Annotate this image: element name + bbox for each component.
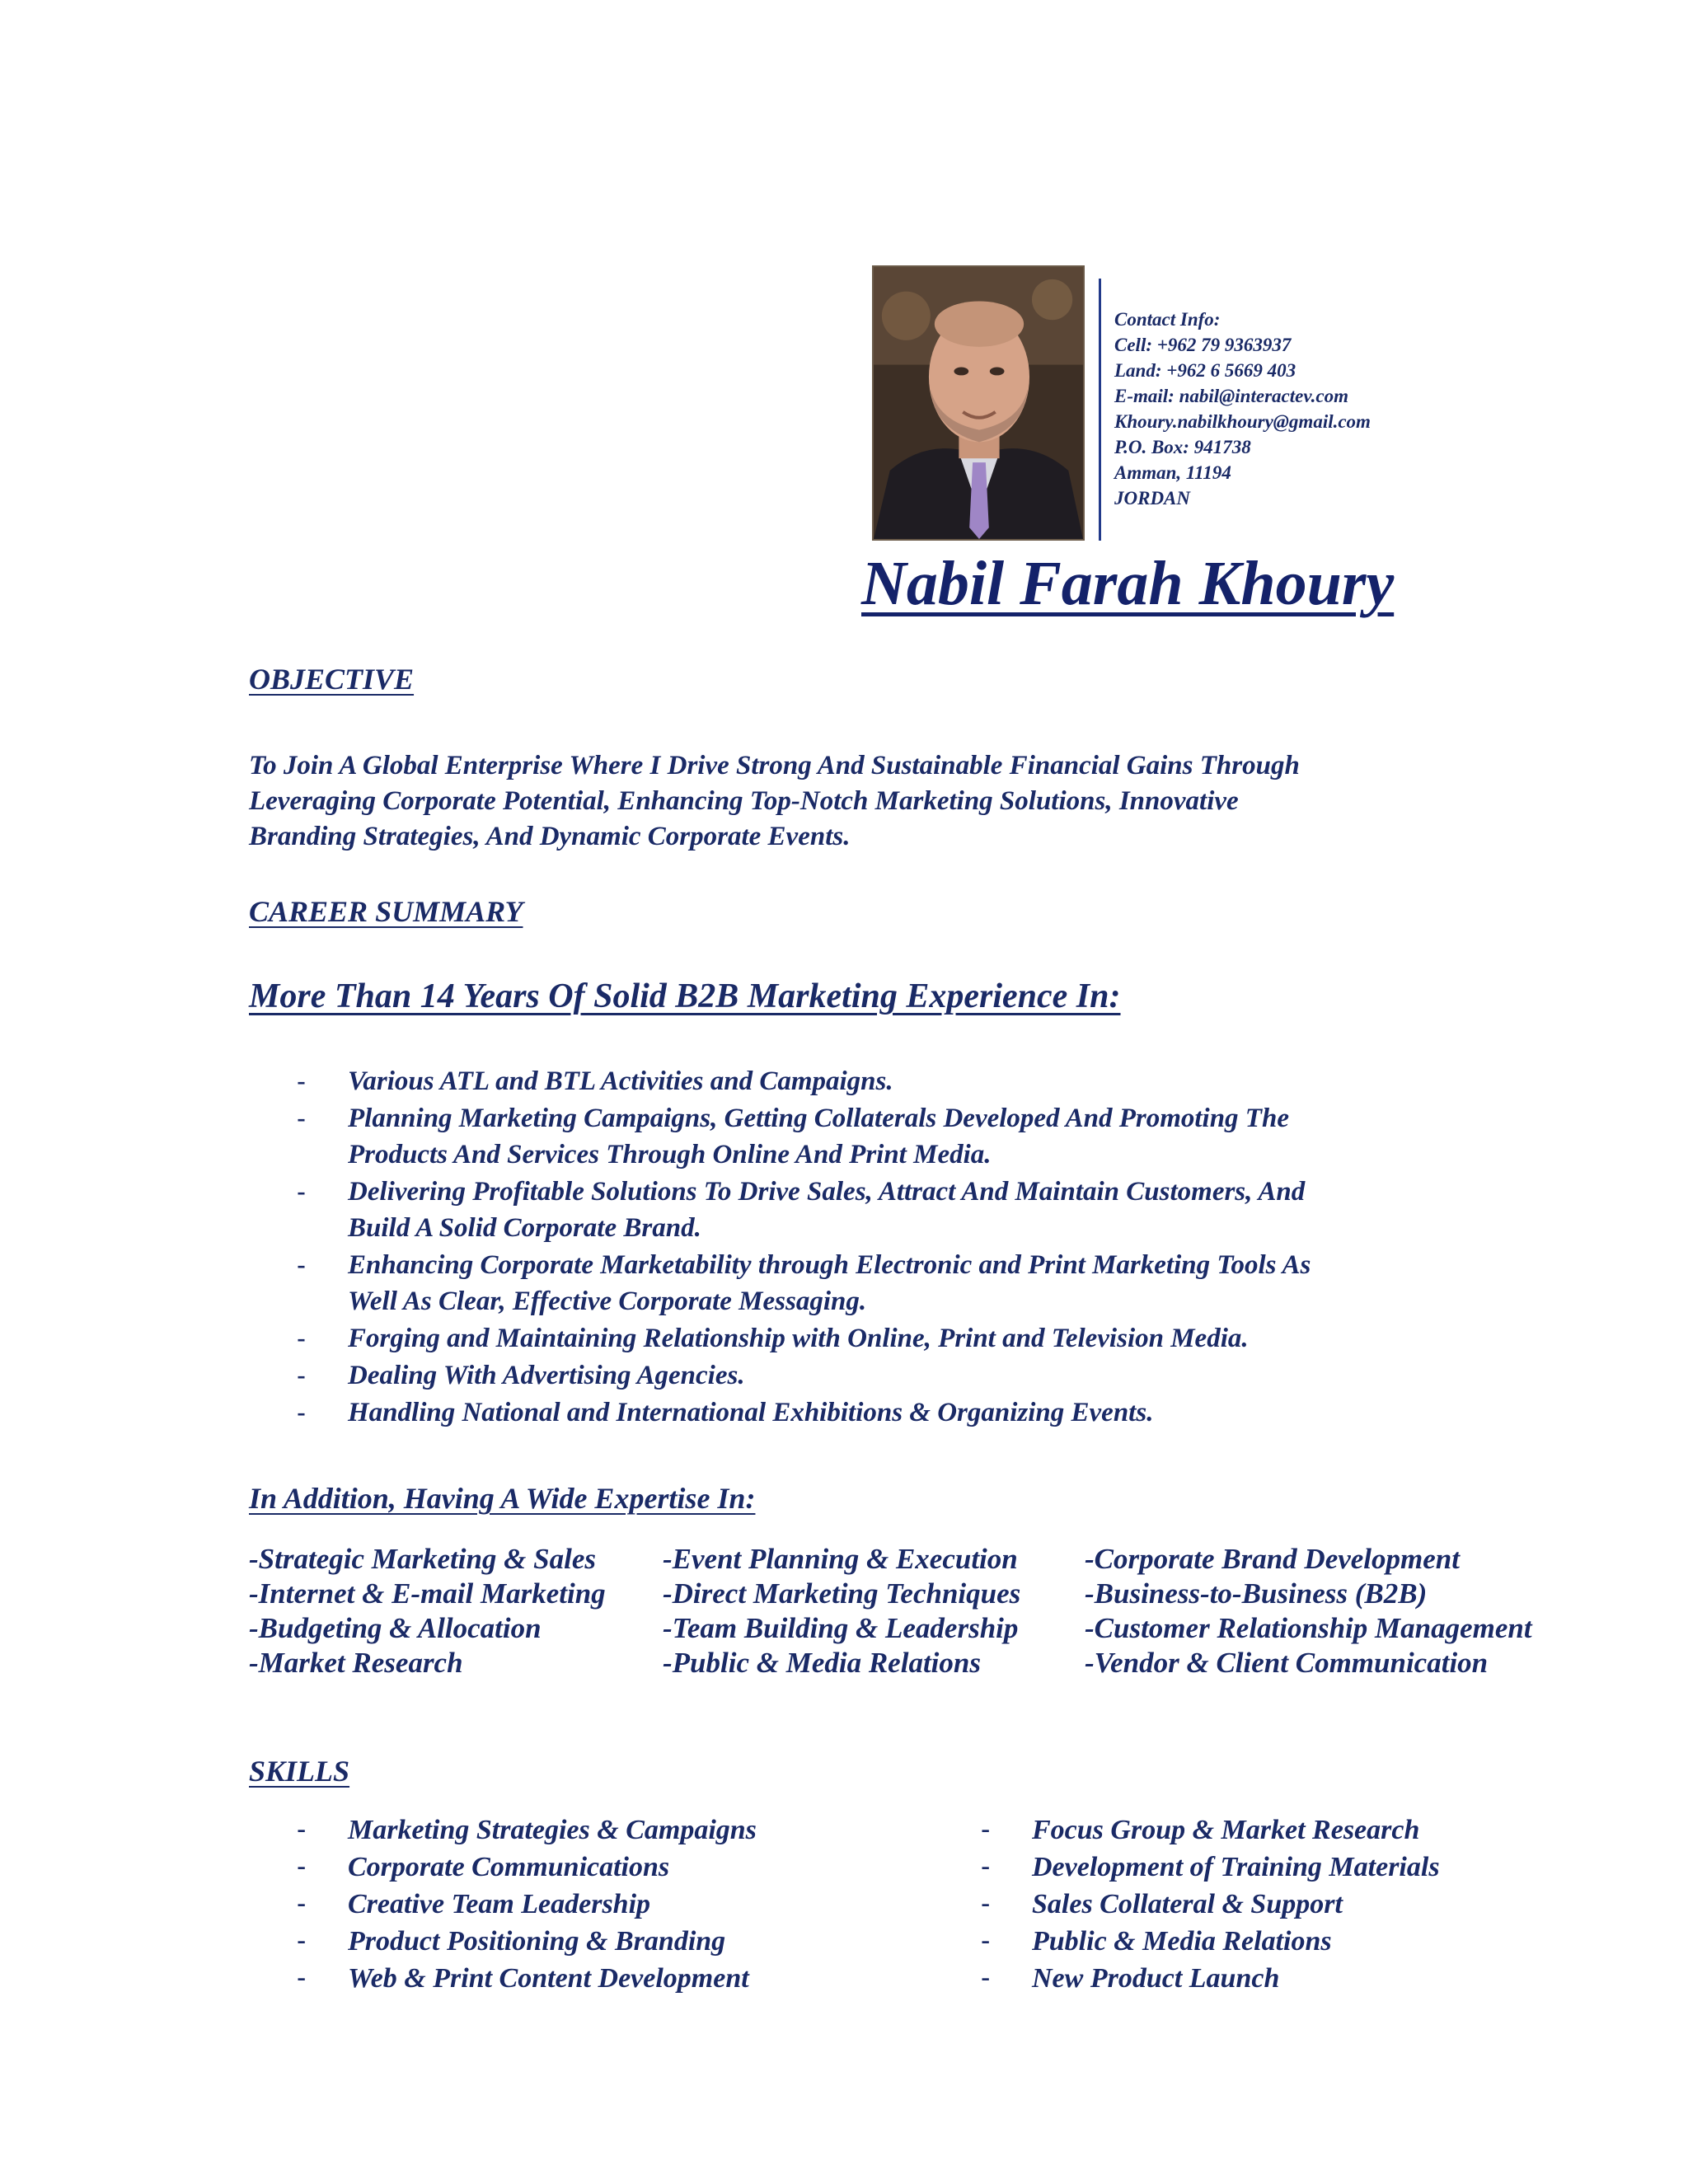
objective-line: To Join A Global Enterprise Where I Drive Strong And Sustainable Financial Gains Through — [249, 751, 1300, 780]
expertise-item: -Team Building & Leadership — [663, 1612, 1019, 1644]
expertise-item: -Customer Relationship Management — [1085, 1612, 1532, 1644]
skill-text: Corporate Communications — [348, 1852, 670, 1882]
full-name: Nabil Farah Khoury — [861, 549, 1395, 618]
expertise-item: -Public & Media Relations — [663, 1647, 981, 1679]
contact-land: Land: +962 6 5669 403 — [1114, 360, 1296, 381]
expertise-item: -Budgeting & Allocation — [249, 1612, 542, 1644]
list-item — [981, 1886, 1440, 1923]
list-item — [297, 1923, 757, 1960]
bullet-text: Dealing With Advertising Agencies. — [348, 1361, 745, 1390]
contact-heading: Contact Info: — [1114, 309, 1221, 330]
bullet-text: Various ATL and BTL Activities and Campaigns. — [348, 1066, 893, 1096]
contact-cell: Cell: +962 79 9363937 — [1114, 335, 1292, 355]
expertise-item: -Corporate Brand Development — [1085, 1543, 1460, 1575]
contact-email-alt: Khoury.nabilkhoury@gmail.com — [1114, 411, 1371, 432]
expertise-heading: In Addition, Having A Wide Expertise In: — [249, 1482, 756, 1515]
skill-text: Sales Collateral & Support — [1032, 1889, 1343, 1919]
expertise-item: -Event Planning & Execution — [663, 1543, 1018, 1575]
expertise-item: -Market Research — [249, 1647, 463, 1679]
skill-text: Web & Print Content Development — [348, 1963, 749, 1994]
dash-marker: - — [297, 1814, 307, 1845]
skill-text: Product Positioning & Branding — [348, 1926, 726, 1957]
list-item — [981, 1960, 1440, 1997]
contact-divider — [1099, 279, 1101, 541]
list-item — [297, 1247, 1484, 1319]
contact-po-box: P.O. Box: 941738 — [1114, 437, 1251, 457]
bullet-text: Handling National and International Exhibitions & Organizing Events. — [348, 1398, 1154, 1427]
dash-marker: - — [981, 1962, 991, 1994]
expertise-item: -Strategic Marketing & Sales — [249, 1543, 596, 1575]
list-item — [297, 1357, 1484, 1394]
list-item — [297, 1886, 757, 1923]
expertise-grid — [249, 1542, 1579, 1680]
contact-country: JORDAN — [1114, 488, 1191, 509]
list-item — [297, 1100, 1484, 1173]
dash-marker: - — [297, 1397, 306, 1427]
objective-line: Branding Strategies, And Dynamic Corporate Events. — [249, 822, 851, 851]
dash-marker: - — [297, 1176, 306, 1207]
skills-left-column — [297, 1811, 757, 1997]
career-bullets — [297, 1063, 1484, 1432]
career-summary-heading: CAREER SUMMARY — [249, 895, 523, 928]
expertise-item: -Vendor & Client Communication — [1085, 1647, 1489, 1679]
list-item — [981, 1923, 1440, 1960]
skill-text: New Product Launch — [1032, 1963, 1280, 1994]
dash-marker: - — [981, 1814, 991, 1845]
list-item — [297, 1320, 1484, 1357]
dash-marker: - — [981, 1851, 991, 1882]
skills-right-column — [981, 1811, 1440, 1997]
objective-heading: OBJECTIVE — [249, 663, 415, 696]
list-item — [297, 1811, 757, 1849]
dash-marker: - — [297, 1962, 307, 1994]
bullet-text: Build A Solid Corporate Brand. — [348, 1213, 701, 1243]
expertise-item: -Internet & E-mail Marketing — [249, 1577, 606, 1610]
career-subheading: More Than 14 Years Of Solid B2B Marketing Experience In: — [249, 977, 1121, 1015]
bullet-text: Delivering Profitable Solutions To Drive Sales, Attract And Maintain Customers, And — [348, 1177, 1306, 1207]
list-item — [297, 1174, 1484, 1246]
bullet-text: Forging and Maintaining Relationship with Online, Print and Television Media. — [348, 1324, 1249, 1353]
dash-marker: - — [981, 1888, 991, 1919]
skill-text: Marketing Strategies & Campaigns — [348, 1815, 757, 1845]
dash-marker: - — [297, 1360, 306, 1390]
list-item — [981, 1849, 1440, 1886]
list-item — [297, 1849, 757, 1886]
dash-marker: - — [297, 1888, 307, 1919]
list-item — [297, 1960, 757, 1997]
list-item — [297, 1063, 1484, 1099]
profile-photo — [872, 265, 1085, 541]
list-item — [297, 1394, 1484, 1431]
skill-text: Public & Media Relations — [1032, 1926, 1332, 1957]
dash-marker: - — [297, 1103, 306, 1133]
bullet-text: Products And Services Through Online And Print Media. — [348, 1140, 992, 1169]
skill-text: Development of Training Materials — [1032, 1852, 1440, 1882]
expertise-item: -Direct Marketing Techniques — [663, 1577, 1021, 1610]
expertise-item: -Business-to-Business (B2B) — [1085, 1577, 1428, 1610]
dash-marker: - — [981, 1925, 991, 1957]
dash-marker: - — [297, 1851, 307, 1882]
dash-marker: - — [297, 1323, 306, 1353]
contact-info — [1114, 307, 1371, 511]
skill-text: Focus Group & Market Research — [1032, 1815, 1420, 1845]
contact-email: E-mail: nabil@interactev.com — [1114, 386, 1349, 406]
bullet-text: Well As Clear, Effective Corporate Messaging. — [348, 1286, 867, 1316]
contact-city: Amman, 11194 — [1114, 462, 1231, 483]
dash-marker: - — [297, 1249, 306, 1280]
dash-marker: - — [297, 1066, 306, 1096]
bullet-text: Enhancing Corporate Marketability through Electronic and Print Marketing Tools As — [348, 1250, 1311, 1280]
skill-text: Creative Team Leadership — [348, 1889, 651, 1919]
bullet-text: Planning Marketing Campaigns, Getting Collaterals Developed And Promoting The — [348, 1104, 1289, 1133]
list-item — [981, 1811, 1440, 1849]
objective-text — [249, 748, 1485, 855]
dash-marker: - — [297, 1925, 307, 1957]
skills-heading: SKILLS — [249, 1755, 350, 1788]
objective-line: Leveraging Corporate Potential, Enhancing Top-Notch Marketing Solutions, Innovative — [249, 786, 1239, 816]
